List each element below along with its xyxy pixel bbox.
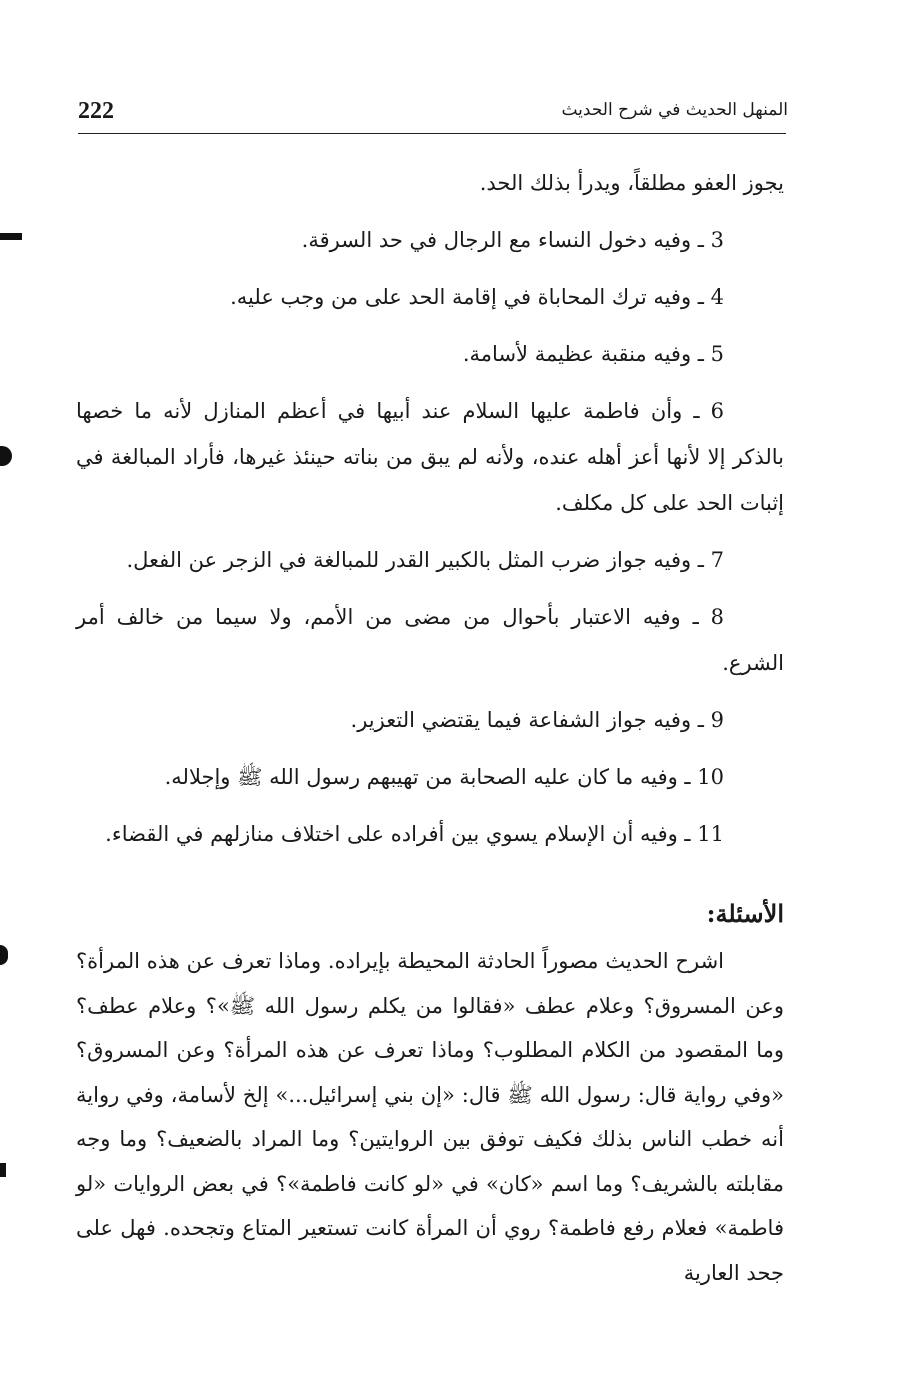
list-item: 8 ـ وفيه الاعتبار بأحوال من مضى من الأمم، ولا سيما من خالف أمر الشرع. xyxy=(76,605,784,675)
page-body xyxy=(76,160,784,1295)
scan-mark xyxy=(0,446,12,466)
scan-mark xyxy=(0,1163,6,1177)
list-item: 7 ـ وفيه جواز ضرب المثل بالكبير القدر للمبالغة في الزجر عن الفعل. xyxy=(126,548,724,572)
list-item: 5 ـ وفيه منقبة عظيمة لأسامة. xyxy=(462,342,724,366)
list-item: 4 ـ وفيه ترك المحاباة في إقامة الحد على من وجب عليه. xyxy=(230,285,724,309)
header-rule xyxy=(78,133,786,134)
scan-mark xyxy=(0,945,8,965)
list-item: 10 ـ وفيه ما كان عليه الصحابة من تهيبهم رسول الله ﷺ وإجلاله. xyxy=(164,765,724,789)
page-number: 222 xyxy=(78,98,114,124)
page-header xyxy=(78,98,788,132)
list-item: 9 ـ وفيه جواز الشفاعة فيما يقتضي التعزير. xyxy=(350,708,724,732)
questions-text: اشرح الحديث مصوراً الحادثة المحيطة بإيراده. وماذا تعرف عن هذه المرأة؟ وعن المسروق؟ وعلام عطف «فقالوا من يكلم رسول الله ﷺ»؟ وعلام عطف؟ وما المقصود من الكلام المطلوب؟ وماذا تعرف عن هذه المرأة؟ وعن المسروق؟ «وفي رواية قال: رسول الله ﷺ قال: «إن بني إسرائيل...» إلخ لأسامة، وفي رواية أنه خطب الناس بذلك فكيف توفق بين الروايتين؟ وما المراد بالضعيف؟ وما وجه مقابلته بالشريف؟ وما اسم «كان» في «لو كانت فاطمة»؟ في بعض الروايات «لو فاطمة» فعلام رفع فاطمة؟ روي أن المرأة كانت تستعير المتاع وتجحده. فهل على جحد العارية xyxy=(76,949,784,1285)
running-title: المنهل الحديث في شرح الحديث xyxy=(561,100,788,120)
paragraph-continuation: يجوز العفو مطلقاً، ويدرأ بذلك الحد. xyxy=(479,171,784,195)
questions-heading: الأسئلة: xyxy=(706,899,784,928)
list-item: 11 ـ وفيه أن الإسلام يسوي بين أفراده على اختلاف منازلهم في القضاء. xyxy=(105,822,724,846)
list-item: 6 ـ وأن فاطمة عليها السلام عند أبيها في أعظم المنازل لأنه ما خصها بالذكر إلا لأنها أعز أهله عنده، ولأنه لم يبق من بناته حينئذ غيرها، فأراد المبالغة في إثبات الحد على كل مكلف. xyxy=(76,399,784,515)
scan-mark xyxy=(0,233,22,240)
list-item: 3 ـ وفيه دخول النساء مع الرجال في حد السرقة. xyxy=(301,228,724,252)
